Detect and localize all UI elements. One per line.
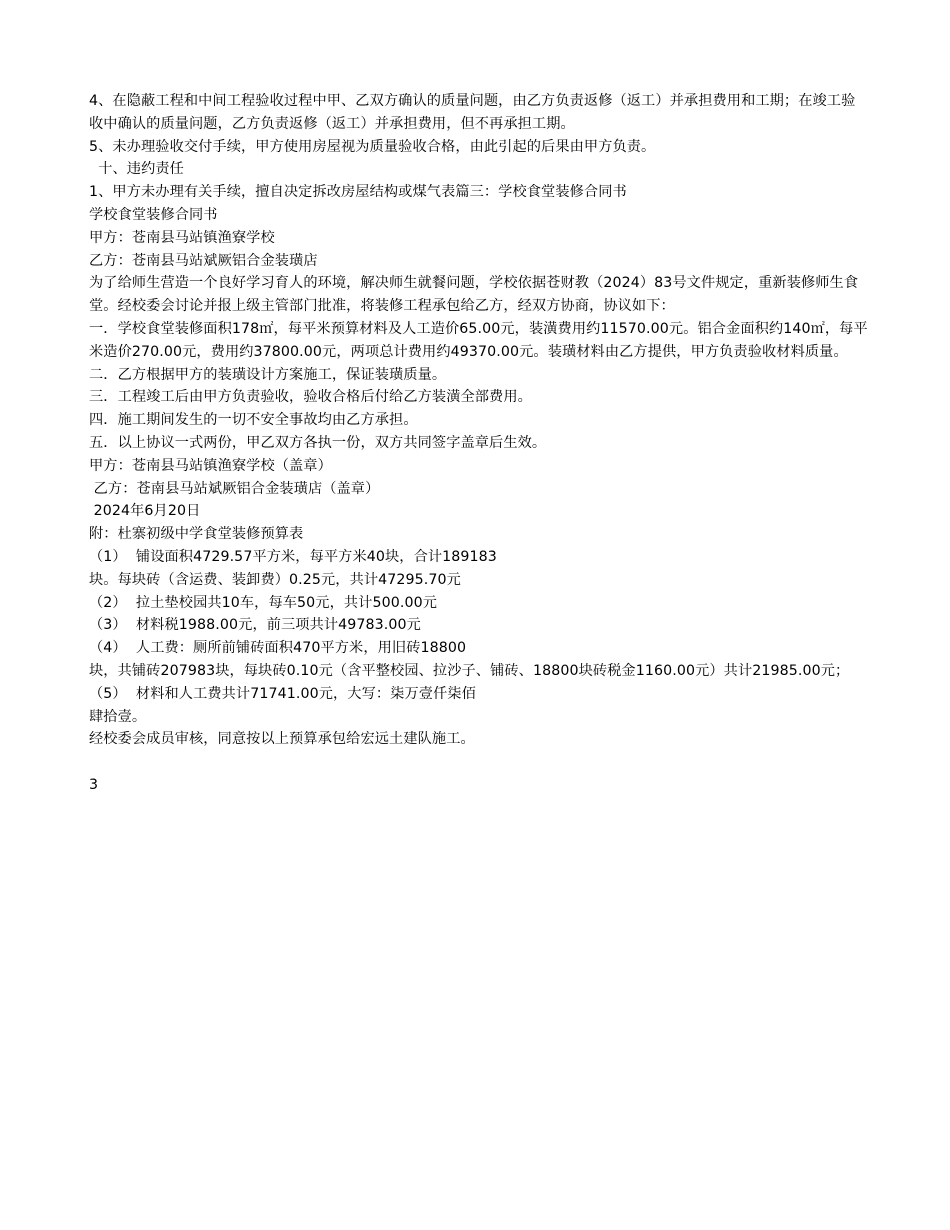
document-page (89, 90, 869, 797)
paragraph-party-a-unauthorized: 1、甲方未办理有关手续，擅自决定拆改房屋结构或煤气表篇三：学校食堂装修合同书 (89, 184, 627, 201)
contract-preamble: 为了给师生营造一个良好学习育人的环境，解决师生就餐问题，学校依据苍财教（2024）83号文件规定，重新装修师生食堂。经校委会讨论并报上级主管部门批准，将装修工程承包给乙方，经双方协商，协议如下： (89, 275, 859, 315)
page-number: 3 (89, 776, 99, 793)
clause-4: 四．施工期间发生的一切不安全事故均由乙方承担。 (89, 412, 418, 429)
clause-1: 一．学校食堂装修面积178㎡，每平米预算材料及人工造价65.00元，装潢费用约11570.00元。铝合金面积约140㎡，每平米造价270.00元，费用约37800.00元，两项总计费用约49370.00元。装璜材料由乙方提供，甲方负责验收材料质量。 (89, 320, 868, 360)
budget-item-1-cont: 块。每块砖（含运费、装卸费）0.25元，共计47295.70元 (89, 571, 461, 588)
spacer (89, 751, 869, 774)
clause-5: 五．以上协议一式两份，甲乙双方各执一份，双方共同签字盖章后生效。 (89, 434, 547, 451)
section-heading-liability: 十、违约责任 (89, 161, 184, 178)
budget-item-2: （2） 拉土垫校园共10车，每车50元，共计500.00元 (89, 594, 437, 611)
budget-item-5-cont: 肆拾壹。 (89, 708, 147, 725)
contract-title: 学校食堂装修合同书 (89, 206, 218, 223)
signature-party-a: 甲方：苍南县马站镇渔寮学校（盖章） (89, 457, 332, 474)
signature-party-b: 乙方：苍南县马站斌厥铝合金装璜店（盖章） (89, 480, 380, 497)
party-b: 乙方：苍南县马站斌厥铝合金装璜店 (89, 252, 318, 269)
budget-item-4: （4） 人工费：厕所前铺砖面积470平方米，用旧砖18800 (89, 640, 467, 657)
clause-3: 三．工程竣工后由甲方负责验收，验收合格后付给乙方装潢全部费用。 (89, 389, 532, 406)
budget-item-3: （3） 材料税1988.00元，前三项共计49783.00元 (89, 617, 421, 634)
appendix-title: 附：杜寨初级中学食堂装修预算表 (89, 526, 304, 543)
approval-statement: 经校委会成员审核，同意按以上预算承包给宏远土建队施工。 (89, 731, 475, 748)
clause-2: 二．乙方根据甲方的装璜设计方案施工，保证装璜质量。 (89, 366, 447, 383)
paragraph-quality-issues: 4、在隐蔽工程和中间工程验收过程中甲、乙双方确认的质量问题，由乙方负责返修（返工）并承担费用和工期；在竣工验收中确认的质量问题，乙方负责返修（返工）并承担费用，但不再承担工期。 (89, 93, 856, 132)
budget-item-1: （1） 铺设面积4729.57平方米，每平方米40块，合计189183 (89, 548, 497, 565)
budget-item-5: （5） 材料和人工费共计71741.00元，大写：柒万壹仟柒佰 (89, 685, 476, 702)
budget-item-4-cont: 块，共铺砖207983块，每块砖0.10元（含平整校园、拉沙子、铺砖、18800块砖税金1160.00元）共计21985.00元； (89, 662, 850, 679)
party-a: 甲方：苍南县马站镇渔寮学校 (89, 229, 275, 246)
signature-date: 2024年6月20日 (89, 503, 201, 520)
paragraph-acceptance: 5、未办理验收交付手续，甲方使用房屋视为质量验收合格，由此引起的后果由甲方负责。 (89, 138, 656, 155)
